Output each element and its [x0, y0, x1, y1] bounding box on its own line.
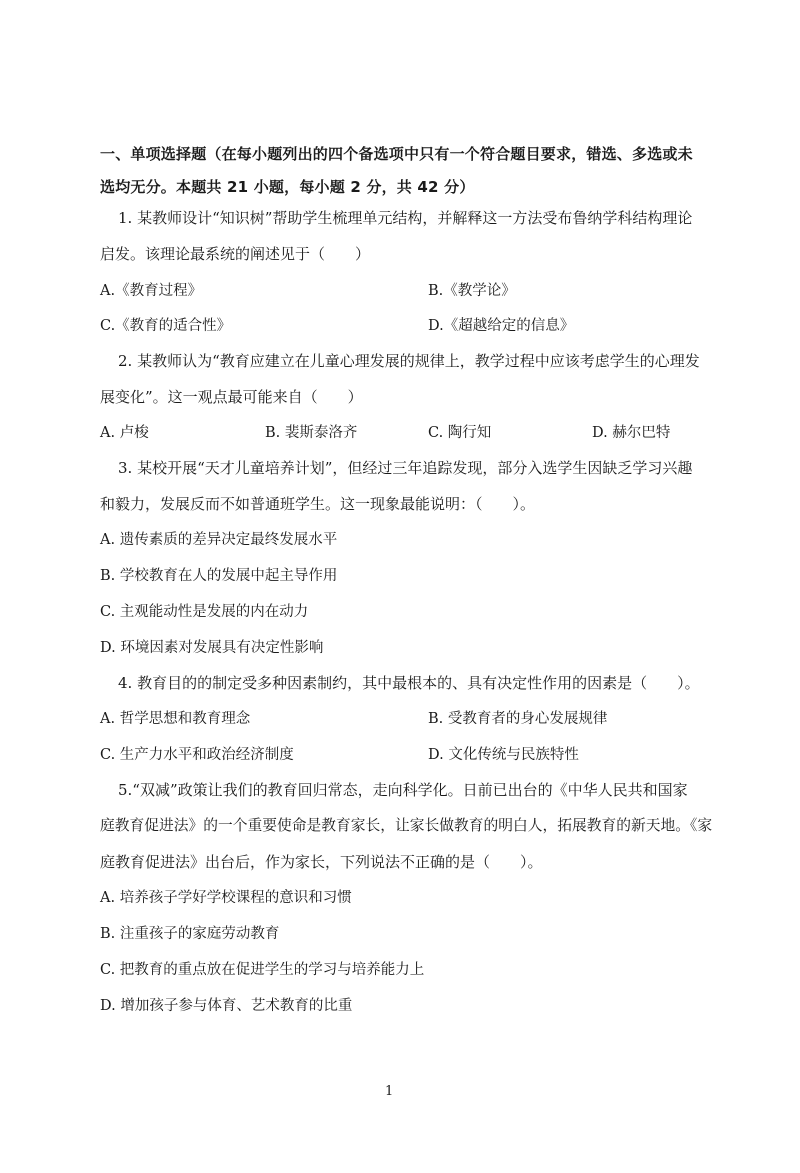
question-1-option-d: D.《超越给定的信息》 — [428, 318, 575, 334]
question-1-option-c: C.《教育的适合性》 — [100, 318, 232, 334]
question-3-stem-line-2: 和毅力，发展反而不如普通班学生。这一现象最能说明：（ ）。 — [100, 495, 536, 513]
section-heading-line-2: 选均无分。本题共 21 小题，每小题 2 分，共 42 分） — [100, 178, 475, 196]
question-2-option-b: B. 裴斯泰洛齐 — [265, 425, 358, 441]
question-5-stem-line-1: 5.“双减”政策让我们的教育回归常态，走向科学化。日前已出台的《中华人民共和国家 — [118, 781, 688, 799]
section-heading-line-1: 一、单项选择题（在每小题列出的四个备选项中只有一个符合题目要求，错选、多选或未 — [100, 145, 693, 163]
question-1-stem-line-1: 1. 某教师设计“知识树”帮助学生梳理单元结构，并解释这一方法受布鲁纳学科结构理论 — [118, 209, 693, 227]
question-5-stem-line-3: 庭教育促进法》出台后，作为家长，下列说法不正确的是（ ）。 — [100, 853, 543, 871]
question-4-option-d: D. 文化传统与民族特性 — [428, 747, 579, 763]
question-3-option-d: D. 环境因素对发展具有决定性影响 — [100, 640, 324, 656]
page-number: 1 — [385, 1084, 394, 1099]
question-3-option-c: C. 主观能动性是发展的内在动力 — [100, 604, 309, 620]
question-3-stem-line-1: 3. 某校开展“天才儿童培养计划”，但经过三年追踪发现，部分入选学生因缺乏学习兴趣 — [118, 459, 693, 477]
question-5-stem-line-2: 庭教育促进法》的一个重要使命是教育家长，让家长做教育的明白人，拓展教育的新天地。《家 — [100, 817, 713, 834]
question-1-stem-line-2: 启发。该理论最系统的阐述见于（ ） — [100, 245, 371, 263]
question-5-option-d: D. 增加孩子参与体育、艺术教育的比重 — [100, 998, 353, 1014]
question-3-option-a: A. 遗传素质的差异决定最终发展水平 — [100, 532, 338, 548]
question-4-option-b: B. 受教育者的身心发展规律 — [428, 711, 608, 727]
question-4-stem-line-1: 4. 教育目的的制定受多种因素制约，其中最根本的、具有决定性作用的因素是（ ）。 — [118, 674, 700, 692]
question-2-stem-line-2: 展变化”。这一观点最可能来自（ ） — [100, 388, 363, 406]
question-2-option-d: D. 赫尔巴特 — [592, 425, 671, 441]
question-5-option-b: B. 注重孩子的家庭劳动教育 — [100, 926, 280, 942]
question-5-option-c: C. 把教育的重点放在促进学生的学习与培养能力上 — [100, 962, 425, 978]
question-3-option-b: B. 学校教育在人的发展中起主导作用 — [100, 568, 338, 584]
section-heading — [100, 138, 720, 204]
question-5-option-a: A. 培养孩子学好学校课程的意识和习惯 — [100, 890, 352, 906]
question-2-option-a: A. 卢梭 — [100, 425, 149, 441]
question-1-option-b: B.《教学论》 — [428, 283, 516, 299]
question-4-option-a: A. 哲学思想和教育理念 — [100, 711, 251, 727]
question-2-option-c: C. 陶行知 — [428, 425, 492, 441]
question-2-stem-line-1: 2. 某教师认为“教育应建立在儿童心理发展的规律上，教学过程中应该考虑学生的心理发 — [118, 352, 700, 370]
question-1-option-a: A.《教育过程》 — [100, 283, 203, 299]
question-4-option-c: C. 生产力水平和政治经济制度 — [100, 747, 294, 763]
